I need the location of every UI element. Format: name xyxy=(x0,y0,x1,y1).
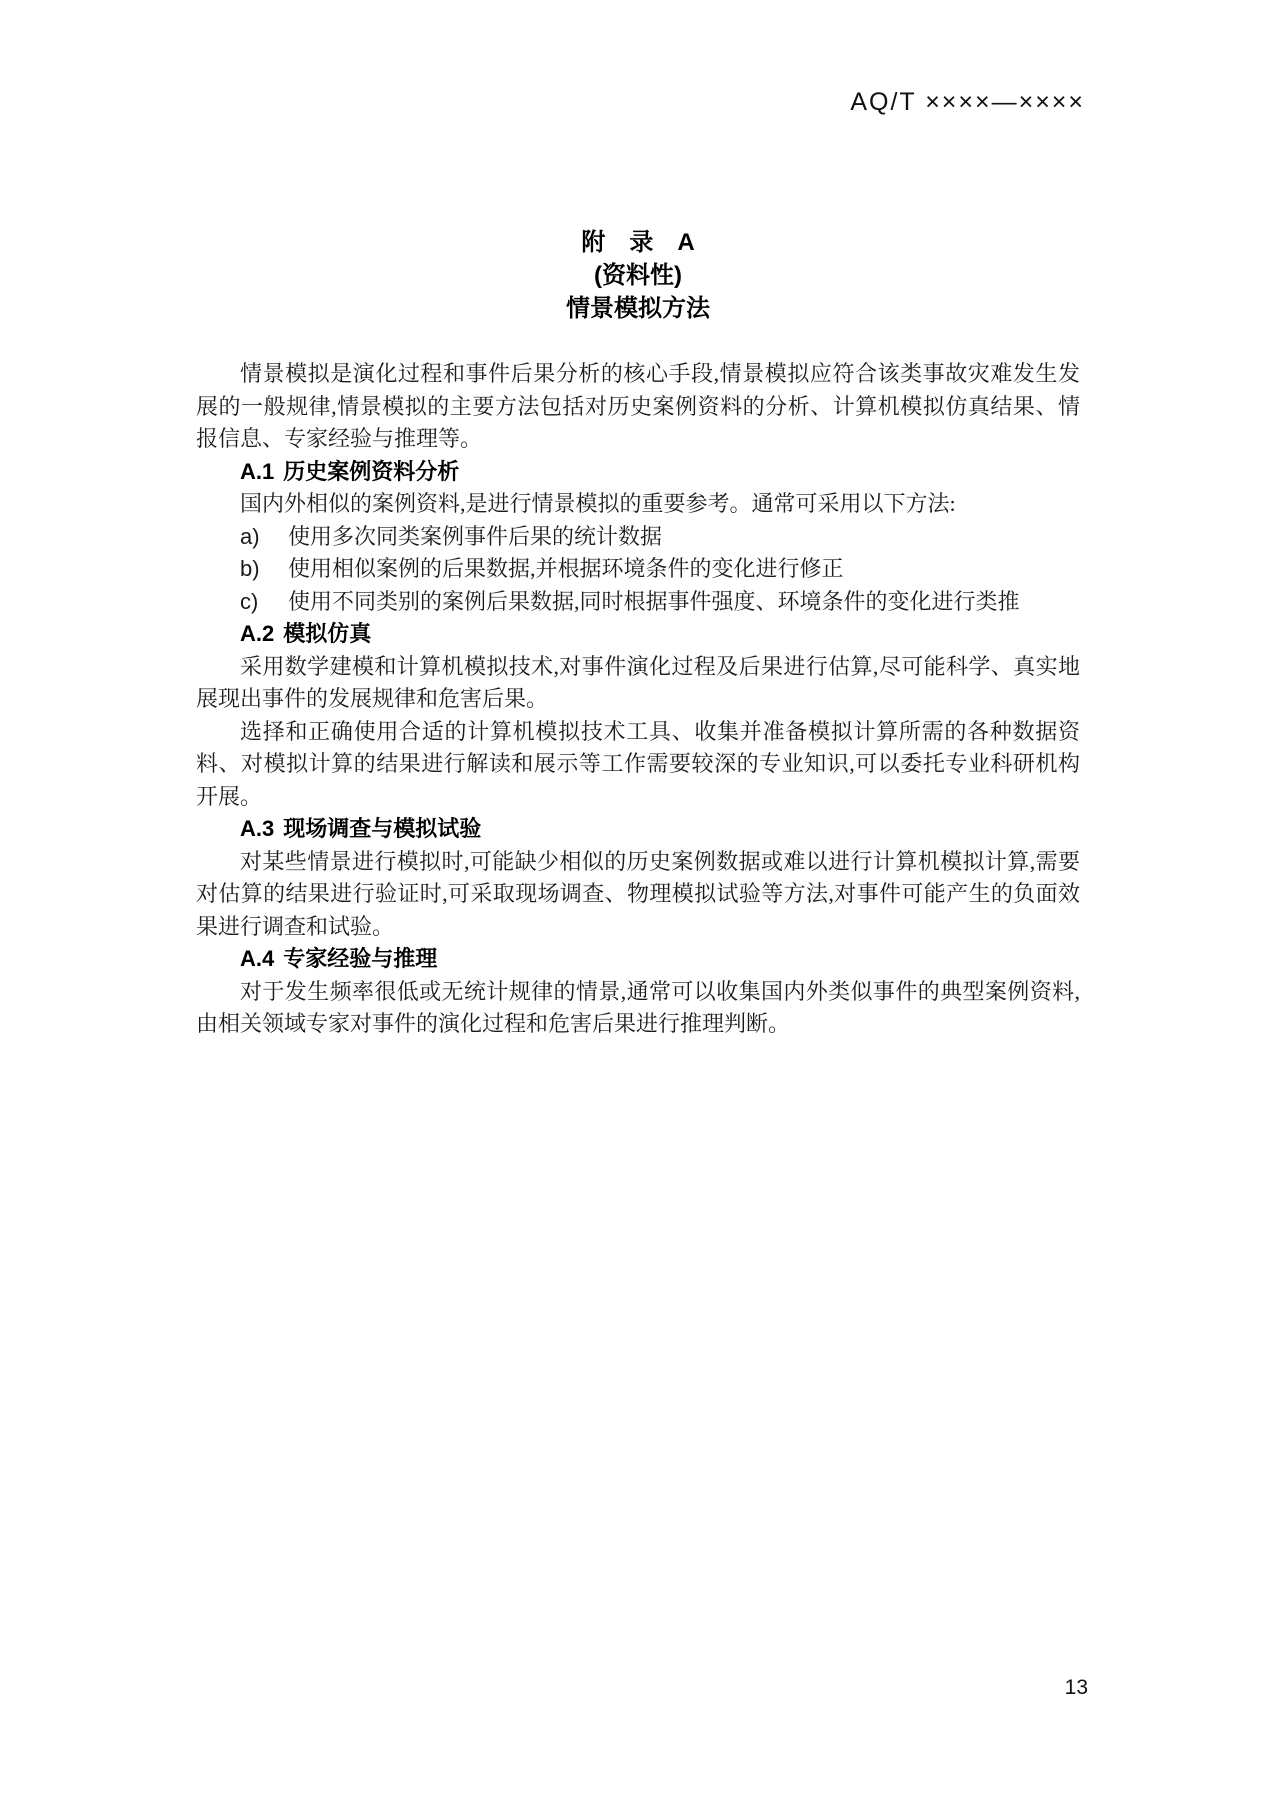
section-number: A.2 xyxy=(240,621,275,646)
appendix-informative-label: (资料性) xyxy=(594,262,682,289)
appendix-content xyxy=(196,226,1080,1041)
list-item-text: 使用相似案例的后果数据,并根据环境条件的变化进行修正 xyxy=(288,556,844,581)
list-item-text: 使用多次同类案例事件后果的统计数据 xyxy=(288,523,663,549)
section-heading-a3 xyxy=(196,813,1080,846)
section-title: 历史案例资料分析 xyxy=(283,458,460,484)
list-item-text: 使用不同类别的案例后果数据,同时根据事件强度、环境条件的变化进行类推 xyxy=(288,588,1020,614)
list-item-c xyxy=(196,586,1080,619)
section-number: A.4 xyxy=(240,946,275,971)
section-paragraph: 采用数学建模和计算机模拟技术,对事件演化过程及后果进行估算,尽可能科学、真实地展现出事件的发展规律和危害后果。 xyxy=(196,653,1080,711)
appendix-title: 附 录 A xyxy=(581,229,695,256)
section-number: A.1 xyxy=(240,458,275,484)
appendix-subject: 情景模拟方法 xyxy=(566,295,710,322)
section-title: 模拟仿真 xyxy=(283,621,372,646)
intro-paragraph: 情景模拟是演化过程和事件后果分析的核心手段,情景模拟应符合该类事故灾难发生发展的一般规律,情景模拟的主要方法包括对历史案例资料的分析、计算机模拟仿真结果、情报信息、专家经验与推理等。 xyxy=(196,361,1080,451)
list-marker: c) xyxy=(240,588,259,614)
list-marker: a) xyxy=(240,523,260,549)
section-paragraph: 国内外相似的案例资料,是进行情景模拟的重要参考。通常可采用以下方法: xyxy=(240,491,956,516)
section-number: A.3 xyxy=(240,816,275,841)
section-title: 专家经验与推理 xyxy=(283,946,438,971)
section-heading-a4 xyxy=(196,943,1080,976)
list-item-a xyxy=(196,521,1080,554)
section-paragraph: 对某些情景进行模拟时,可能缺少相似的历史案例数据或难以进行计算机模拟计算,需要对估算的结果进行验证时,可采取现场调查、物理模拟试验等方法,对事件可能产生的负面效果进行调查和试验。 xyxy=(196,848,1080,939)
standard-code: AQ/T ××××—×××× xyxy=(850,88,1085,116)
section-heading-a1 xyxy=(196,456,1080,489)
section-heading-a2 xyxy=(196,618,1080,651)
section-paragraph: 选择和正确使用合适的计算机模拟技术工具、收集并准备模拟计算所需的各种数据资料、对模拟计算的结果进行解读和展示等工作需要较深的专业知识,可以委托专业科研机构开展。 xyxy=(196,718,1080,809)
list-item-b xyxy=(196,553,1080,586)
appendix-title-block xyxy=(196,226,1080,325)
section-title: 现场调查与模拟试验 xyxy=(283,816,482,841)
list-marker: b) xyxy=(240,556,260,581)
page-number: 13 xyxy=(1064,1676,1088,1699)
section-paragraph: 对于发生频率很低或无统计规律的情景,通常可以收集国内外类似事件的典型案例资料,由相关领域专家对事件的演化过程和危害后果进行推理判断。 xyxy=(196,978,1080,1036)
